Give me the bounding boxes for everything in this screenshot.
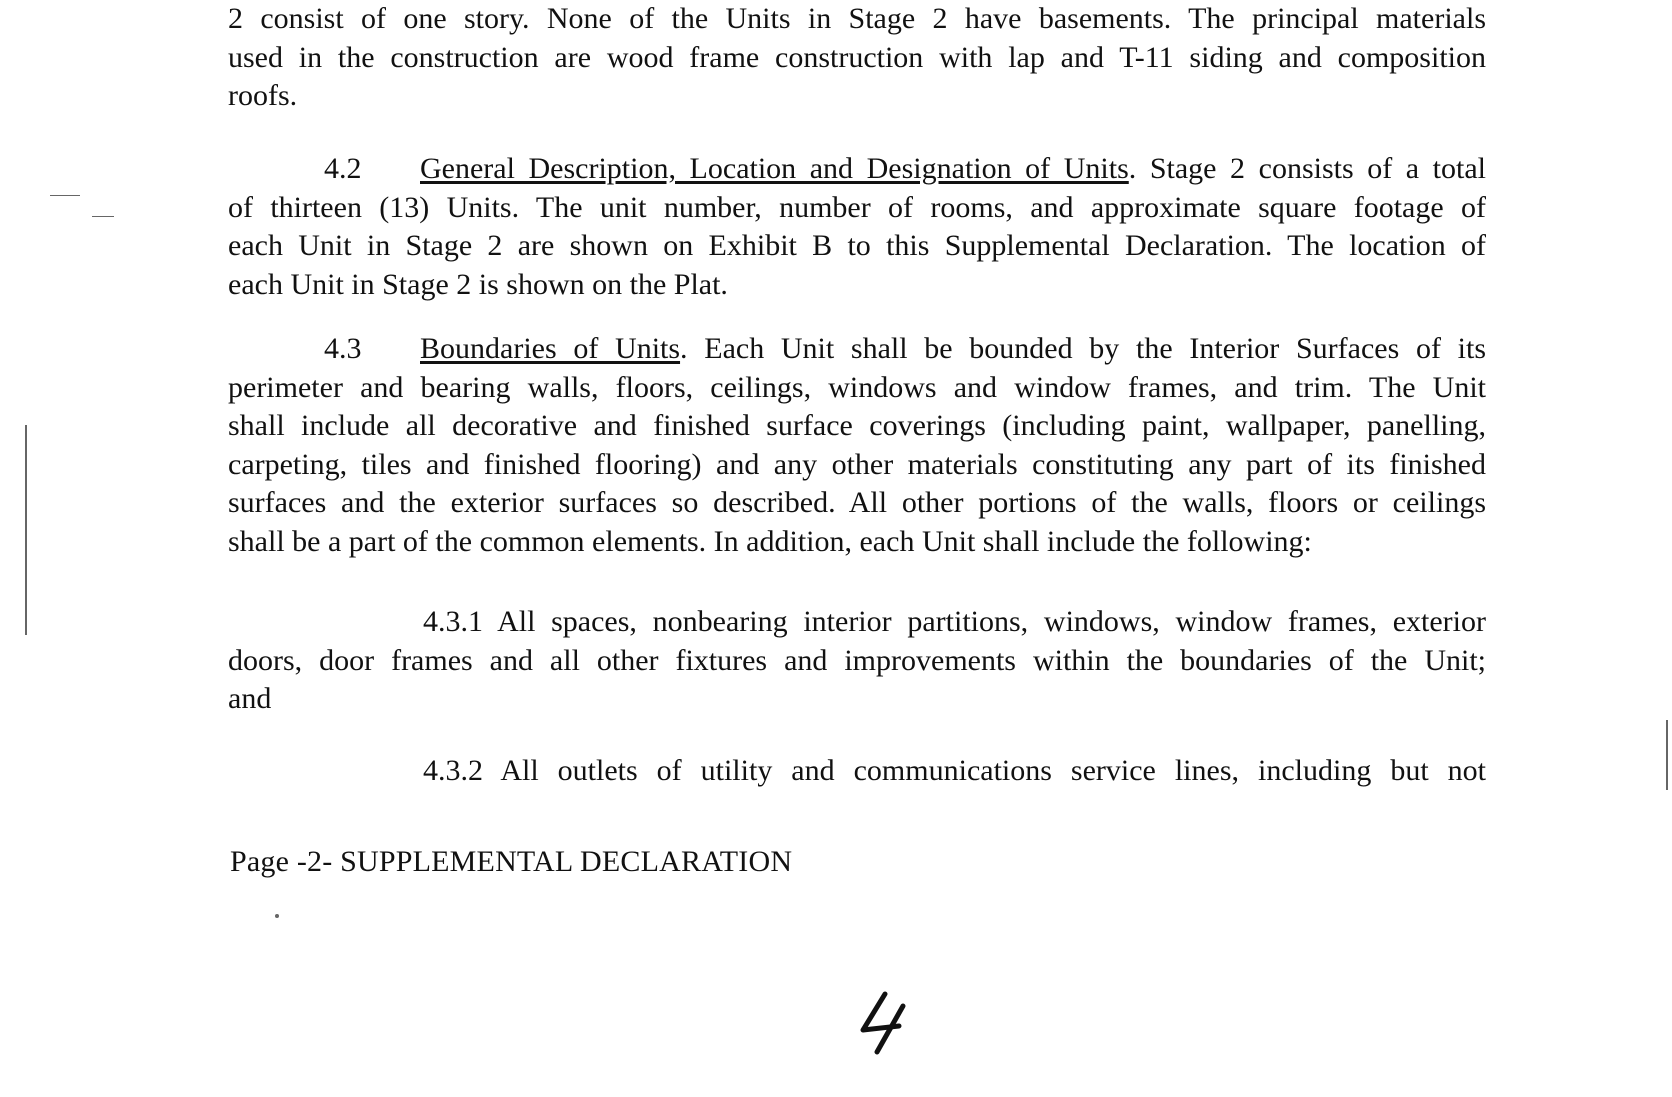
- text-line: of thirteen (13) Units. The unit number, number of rooms, and approximate square footage of: [228, 190, 1486, 224]
- section-text: . Stage 2 consists of a total: [1128, 152, 1486, 185]
- scan-artifact-line: [25, 425, 27, 635]
- section-number: 4.3: [324, 332, 362, 365]
- section-4-2-first-line: [228, 150, 1486, 189]
- text-line: carpeting, tiles and finished flooring) and any other materials constituting any part of its finished: [228, 447, 1486, 481]
- section-number: 4.2: [324, 152, 362, 185]
- text-line: shall include all decorative and finished surface coverings (including paint, wallpaper, panelling,: [228, 409, 1486, 442]
- scan-artifact-dot: [275, 914, 279, 918]
- handwritten-page-number-mark: [855, 990, 925, 1060]
- section-heading: Boundaries of Units: [420, 332, 681, 365]
- text-line: and: [228, 682, 272, 715]
- section-4-3-1: [228, 603, 1486, 719]
- section-heading: General Description, Location and Designation of Units: [420, 152, 1129, 185]
- page-footer: Page -2- SUPPLEMENTAL DECLARATION: [230, 845, 793, 878]
- section-text: . Each Unit shall be bounded by the Interior Surfaces of its: [680, 332, 1487, 365]
- section-4-3-first-line: [228, 330, 1486, 369]
- section-text: 4.3.2 All outlets of utility and communications service lines, including but not: [423, 754, 1486, 787]
- text-line: surfaces and the exterior surfaces so described. All other portions of the walls, floors or ceilings: [228, 486, 1486, 519]
- text-line: each Unit in Stage 2 is shown on the Plat.: [228, 267, 728, 301]
- text-line: each Unit in Stage 2 are shown on Exhibit B to this Supplemental Declaration. The location of: [228, 229, 1486, 262]
- text-line: 2 consist of one story. None of the Units in Stage 2 have basements. The principal materials: [228, 2, 1486, 35]
- scan-artifact-line: [1666, 720, 1668, 790]
- section-4-3-1-first-line: [228, 603, 1486, 642]
- scan-artifact-dash: [92, 216, 114, 217]
- section-4-2: [228, 150, 1486, 304]
- text-line: doors, door frames and all other fixtures and improvements within the boundaries of the Unit;: [228, 643, 1486, 677]
- text-line: roofs.: [228, 79, 298, 112]
- text-line: used in the construction are wood frame construction with lap and T-11 siding and composition: [228, 40, 1486, 74]
- paragraph-4-1-continuation: [228, 0, 1486, 116]
- section-4-3-2: [228, 752, 1486, 791]
- section-text: 4.3.1 All spaces, nonbearing interior partitions, windows, window frames, exterior: [423, 605, 1486, 638]
- text-line: shall be a part of the common elements. In addition, each Unit shall include the following:: [228, 524, 1312, 558]
- section-4-3-2-first-line: [228, 752, 1486, 791]
- scan-artifact-dash: [50, 195, 80, 196]
- text-line: perimeter and bearing walls, floors, ceilings, windows and window frames, and trim. The Unit: [228, 370, 1486, 404]
- section-4-3: [228, 330, 1486, 561]
